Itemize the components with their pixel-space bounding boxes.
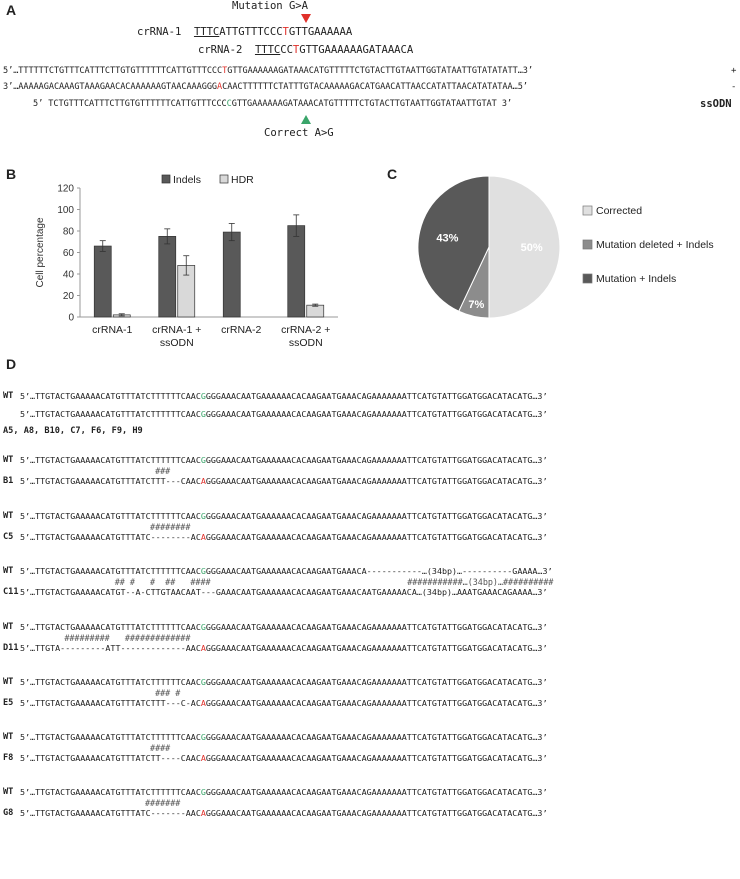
row-label: WT <box>3 566 14 576</box>
category-label: crRNA-2 <box>221 324 262 336</box>
sequence-variant-base: A <box>200 698 206 708</box>
sequence-variant-base: G <box>200 622 206 632</box>
sequence-row <box>20 455 547 465</box>
bot-seq-post: CAACTTTTTTCTATTTGTACAAAAAGACATGAACATTAACCATATTAACATATATAA…5’ <box>222 82 528 92</box>
crrna1-label: crRNA-1 <box>137 26 182 38</box>
ssodn-seq-pre: 5’ TCTGTTTCATTTCTTGTGTTTTTTCATTGTTTCCC <box>33 99 227 109</box>
sequence-row <box>20 787 547 797</box>
row-label: WT <box>3 677 14 687</box>
sequence-row <box>20 622 547 632</box>
y-axis-label: Cell percentage <box>35 217 46 288</box>
sequence-pre: 5’…TTGTACTGAAAAACATGT--A-CTTGTAACAAT <box>20 587 201 597</box>
legend-label: Corrected <box>596 205 643 217</box>
sequence-variant-base: G <box>200 455 206 465</box>
sequence-pre: 5’…TTGTACTGAAAAACATGTTTATCTTTTTTCAAC <box>20 511 201 521</box>
panel-d-letter: D <box>6 356 17 372</box>
indel-marker-row: ### # <box>24 688 181 698</box>
row-label: F8 <box>3 753 14 763</box>
crrna2-mutation: T <box>292 44 300 56</box>
sequence-post: GGGAAACAATGAAAAAACACAAGAATGAAACA-----------…(34bp)…----------GAAAA…3’ <box>205 566 553 576</box>
y-tick-label: 20 <box>62 291 74 302</box>
sequence-row <box>20 732 547 742</box>
sequence-post: GGGAAACAATGAAAAAACACAAGAATGAAACAGAAAAAAATTCATGTATTGGATGGACATACATG…3’ <box>205 643 548 653</box>
sequence-post: GGGAAACAATGAAAAAACACAAGAATGAAACAGAAAAAAATTCATGTATTGGATGGACATACATG…3’ <box>205 511 548 521</box>
top-seq-pre: 5’…TTTTTTCTGTTTCATTTCTTGTGTTTTTTCATTGTTTCCC <box>3 66 223 76</box>
sequence-variant-base: G <box>200 409 206 419</box>
sequence-post: GGGAAACAATGAAAAAACACAAGAATGAAACAGAAAAAAATTCATGTATTGGATGGACATACATG…3’ <box>205 753 548 763</box>
sequence-pre: 5’…TTGTACTGAAAAACATGTTTATC--------AC <box>20 532 201 542</box>
sequence-post: GGGAAACAATGAAAAAACACAAGAATGAAACAGAAAAAAATTCATGTATTGGATGGACATACATG…3’ <box>205 532 548 542</box>
sequence-pre: 5’…TTGTACTGAAAAACATGTTTATCTTTTTTCAAC <box>20 622 201 632</box>
y-tick-label: 60 <box>62 248 74 259</box>
y-tick-label: 120 <box>57 183 74 195</box>
sequence-variant-base: A <box>200 808 206 818</box>
indel-marker-row: ### <box>24 466 171 476</box>
top-seq-post: GTTGAAAAAAGATAAACATGTTTTTCTGTACTTGTAATTGGTATAATTGTATATATT…3’ <box>227 66 533 76</box>
indel-marker-row: #### <box>24 743 171 753</box>
sequence-post: GGGAAACAATGAAAAAACACAAGAATGAAACAGAAAAAAATTCATGTATTGGATGGACATACATG…3’ <box>205 476 548 486</box>
crrna1-mutation: T <box>282 26 289 38</box>
legend-label-indels: Indels <box>173 174 202 186</box>
sequence-post: GGGAAACAATGAAAAAACACAAGAATGAAACAGAAAAAAATTCATGTATTGGATGGACATACATG…3’ <box>205 455 548 465</box>
sequence-row <box>20 808 547 818</box>
crrna2-seq-post: GTTGAAAAAAGATAAACA <box>299 44 414 56</box>
sequence-pre: 5’…TTGTACTGAAAAACATGTTTATCTTTTTTCAAC <box>20 409 201 419</box>
indel-marker-row: ## # # ## #### ###########…(34bp)…########## <box>24 577 554 587</box>
y-tick-label: 40 <box>62 269 74 281</box>
sequence-pre: 5’…TTGTACTGAAAAACATGTTTATCTTTTTTCAAC <box>20 455 201 465</box>
indel-marker-row: ######## <box>24 522 191 532</box>
sequence-post: GGGAAACAATGAAAAAACACAAGAATGAAACAGAAAAAAATTCATGTATTGGATGGACATACATG…3’ <box>205 409 548 419</box>
row-label: C5 <box>3 532 14 542</box>
sequence-pre: 5’…TTGTACTGAAAAACATGTTTATCTT----CAAC <box>20 753 201 763</box>
top-mutation: T <box>222 66 228 76</box>
crrna1-seq-pre: ATTGTTTCCC <box>219 26 283 38</box>
sequence-row <box>20 753 547 763</box>
pie-slice-label: 7% <box>468 298 485 311</box>
legend-label: Mutation deleted + Indels <box>596 239 714 251</box>
sequence-row <box>20 698 547 708</box>
sequence-pre: 5’…TTGTACTGAAAAACATGTTTATCTTT---C-AC <box>20 698 201 708</box>
y-tick-label: 80 <box>62 226 74 238</box>
indel-marker-row: ####### <box>24 798 181 808</box>
sequence-row <box>20 643 547 653</box>
panel-a-letter: A <box>6 2 17 18</box>
ssodn-label: ssODN <box>700 98 732 110</box>
sequence-post: GGGAAACAATGAAAAAACACAAGAATGAAACAGAAAAAAATTCATGTATTGGATGGACATACATG…3’ <box>205 787 548 797</box>
sequence-row <box>20 476 547 486</box>
sequence-variant-base: A <box>200 643 206 653</box>
row-label: G8 <box>3 808 14 818</box>
sequence-variant-base: G <box>200 732 206 742</box>
clone-list: A5, A8, B10, C7, F6, F9, H9 <box>3 426 143 436</box>
indel-marker-row: ######### ############# <box>24 633 191 643</box>
row-label: WT <box>3 622 14 632</box>
ssodn-correction: C <box>226 99 232 109</box>
row-label: C11 <box>3 587 19 597</box>
sequence-row <box>20 532 547 542</box>
row-label: E5 <box>3 698 14 708</box>
category-label: crRNA-1 + <box>152 324 202 336</box>
sequence-variant-base: A <box>200 532 206 542</box>
row-label: WT <box>3 511 14 521</box>
sequence-pre: 5’…TTGTACTGAAAAACATGTTTATCTTTTTTCAAC <box>20 787 201 797</box>
sequence-post: GGGAAACAATGAAAAAACACAAGAATGAAACAGAAAAAAATTCATGTATTGGATGGACATACATG…3’ <box>205 808 548 818</box>
sequence-pre: 5’…TTGTACTGAAAAACATGTTTATC-------AAC <box>20 808 201 818</box>
panel-c-letter: C <box>387 166 398 182</box>
crrna2-label: crRNA-2 <box>198 44 243 56</box>
crrna1-pam: TTTC <box>193 26 220 38</box>
y-tick-label: 0 <box>68 312 74 324</box>
row-label: D11 <box>3 643 19 653</box>
pie-slice-label: 50% <box>520 242 543 254</box>
legend-label: Mutation + Indels <box>596 273 677 285</box>
sequence-pre: 5’…TTGTACTGAAAAACATGTTTATCTTT---CAAC <box>20 476 201 486</box>
sequence-post: ---GAAACAATGAAAAAACACAAGAATGAAACAATGAAAAACA…(34bp)…AAATGAAACAGAAAA…3’ <box>200 587 548 597</box>
ssodn-seq-post: GTTGAAAAAAGATAAACATGTTTTTCTGTACTTGTAATTGGTATAATTGTAT 3’ <box>231 99 513 109</box>
sequence-post: GGGAAACAATGAAAAAACACAAGAATGAAACAGAAAAAAATTCATGTATTGGATGGACATACATG…3’ <box>205 698 548 708</box>
legend-label-hdr: HDR <box>231 174 254 186</box>
panel-b-letter: B <box>6 166 17 182</box>
category-label: ssODN <box>159 337 194 349</box>
category-label: crRNA-2 + <box>281 324 331 336</box>
sequence-post: GGGAAACAATGAAAAAACACAAGAATGAAACAGAAAAAAATTCATGTATTGGATGGACATACATG…3’ <box>205 391 548 401</box>
sequence-variant-base: A <box>200 476 206 486</box>
row-label: WT <box>3 732 14 742</box>
sequence-variant-base: G <box>200 511 206 521</box>
row-label: WT <box>3 391 14 401</box>
category-label: crRNA-1 <box>92 324 133 336</box>
sequence-variant-base: A <box>200 753 206 763</box>
bottom-strand-sign: - <box>731 82 737 92</box>
row-label: WT <box>3 787 14 797</box>
sequence-post: GGGAAACAATGAAAAAACACAAGAATGAAACAGAAAAAAATTCATGTATTGGATGGACATACATG…3’ <box>205 677 548 687</box>
crrna2-seq-pre: CC <box>280 44 293 56</box>
correct-label: Correct A>G <box>264 127 334 139</box>
sequence-variant-base: G <box>200 566 206 576</box>
pie-slice-label: 43% <box>436 232 459 245</box>
sequence-row <box>20 587 547 597</box>
sequence-variant-base: G <box>200 787 206 797</box>
sequence-row <box>20 566 553 576</box>
sequence-pre: 5’…TTGTACTGAAAAACATGTTTATCTTTTTTCAAC <box>20 677 201 687</box>
sequence-row <box>20 677 547 687</box>
sequence-pre: 5’…TTGTACTGAAAAACATGTTTATCTTTTTTCAAC <box>20 732 201 742</box>
crrna2-pam: TTTC <box>254 44 281 56</box>
sequence-pre: 5’…TTGTA---------ATT-------------AAC <box>20 643 201 653</box>
sequence-row <box>20 511 547 521</box>
top-strand-sign: + <box>731 66 737 76</box>
sequence-row <box>20 391 547 401</box>
category-label: ssODN <box>288 337 323 349</box>
row-label: B1 <box>3 476 14 486</box>
sequence-pre: 5’…TTGTACTGAAAAACATGTTTATCTTTTTTCAAC <box>20 566 201 576</box>
bot-mutation: A <box>217 82 223 92</box>
y-tick-label: 100 <box>57 205 74 216</box>
row-label: WT <box>3 455 14 465</box>
sequence-variant-base: G <box>200 677 206 687</box>
sequence-variant-base: G <box>200 391 206 401</box>
mutation-label: Mutation G>A <box>232 0 308 12</box>
sequence-post: GGGAAACAATGAAAAAACACAAGAATGAAACAGAAAAAAATTCATGTATTGGATGGACATACATG…3’ <box>205 732 548 742</box>
sequence-pre: 5’…TTGTACTGAAAAACATGTTTATCTTTTTTCAAC <box>20 391 201 401</box>
sequence-post: GGGAAACAATGAAAAAACACAAGAATGAAACAGAAAAAAATTCATGTATTGGATGGACATACATG…3’ <box>205 622 548 632</box>
crrna1-seq-post: GTTGAAAAAA <box>288 26 353 38</box>
sequence-row <box>20 409 547 419</box>
bot-seq-pre: 3’…AAAAAGACAAAGTAAAGAACACAAAAAAGTAACAAAGGG <box>3 82 218 92</box>
